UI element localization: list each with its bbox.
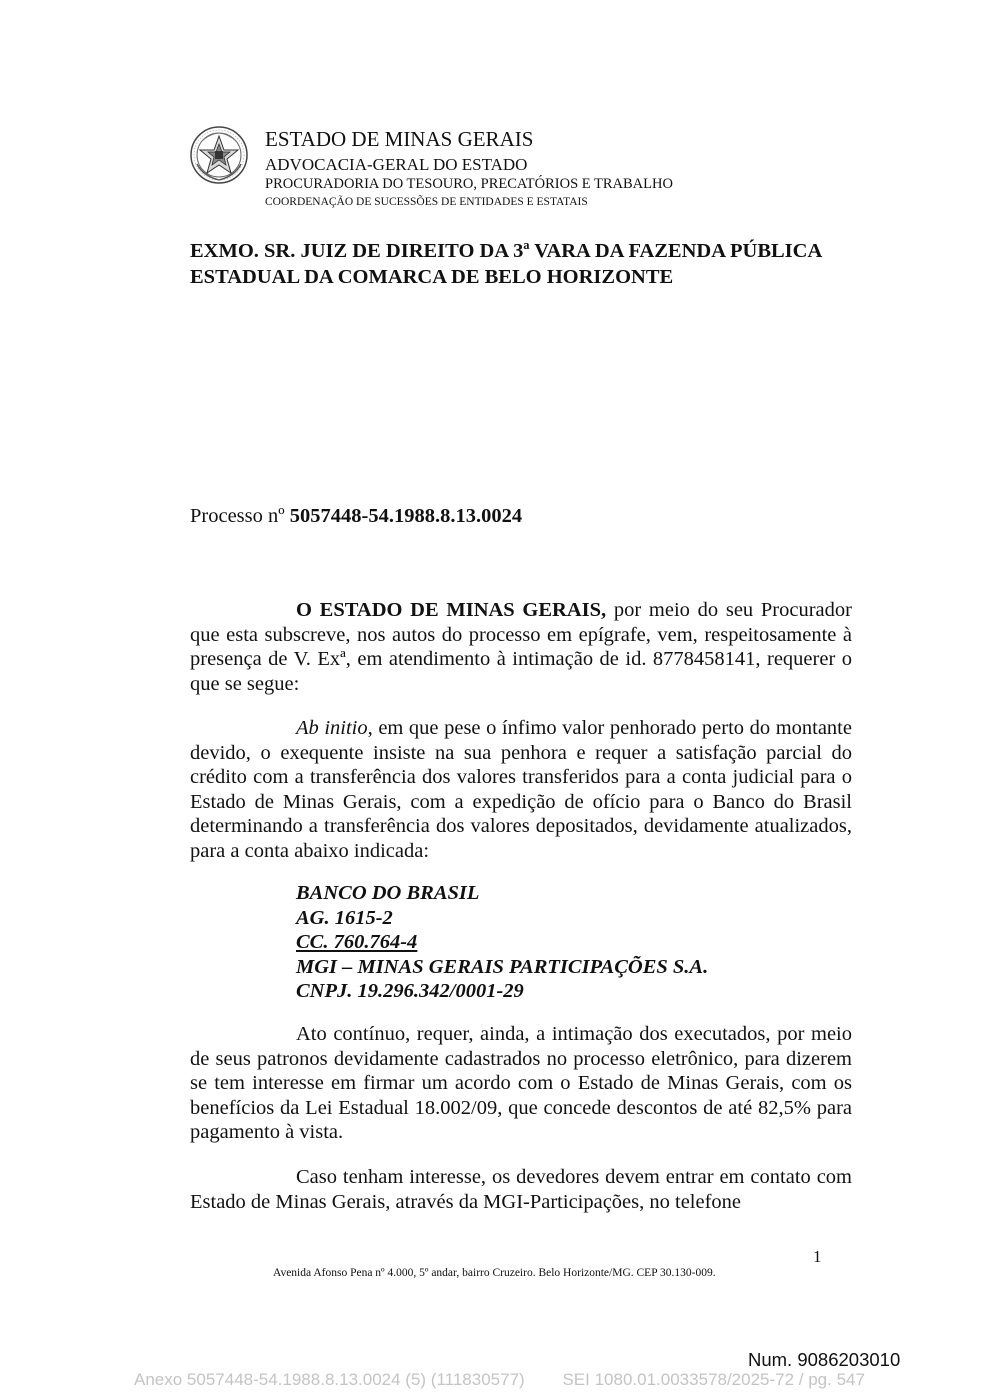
bank-account: CC. 760.764-4 bbox=[296, 931, 418, 954]
paragraph-request-text: , em que pese o ínfimo valor penhorado perto do montante devido, o exequente insiste na sua penhora e requer a satisfação parcial do crédito com a transferência dos valores transferidos para a conta judicial para o Estado de Minas Gerais, com a expedição de ofício para o Banco do Brasil determinando a transferência dos valores depositados, devidamente atualizados, para a conta abaixo indicada: bbox=[190, 717, 852, 862]
addressee-heading: EXMO. SR. JUIZ DE DIREITO DA 3ª VARA DA FAZENDA PÚBLICA ESTADUAL DA COMARCA DE BELO HORIZONTE bbox=[190, 240, 822, 288]
process-label: Processo nº bbox=[190, 505, 285, 527]
document-number-stamp: Num. 9086203010 bbox=[748, 1349, 901, 1370]
paragraph-intro-lead: O ESTADO DE MINAS GERAIS, bbox=[296, 599, 607, 621]
header-coordination: COORDENAÇÃO DE SUCESSÕES DE ENTIDADES E ESTATAIS bbox=[265, 196, 588, 208]
process-reference bbox=[190, 505, 522, 528]
header-department: PROCURADORIA DO TESOURO, PRECATÓRIOS E TRABALHO bbox=[265, 176, 673, 192]
paragraph-request-lead: Ab initio bbox=[296, 717, 368, 739]
bank-name: BANCO DO BRASIL bbox=[296, 882, 480, 904]
bank-agency: AG. 1615-2 bbox=[296, 906, 393, 929]
annex-stamp bbox=[134, 1370, 865, 1390]
paragraph-request bbox=[190, 716, 852, 864]
page-number: 1 bbox=[813, 1247, 822, 1266]
annex-stamp-text: Anexo 5057448-54.1988.8.13.0024 (5) (111830577) SEI 1080.01.0033578/2025-72 / pg. 547 bbox=[134, 1370, 865, 1389]
bank-details bbox=[296, 881, 708, 1004]
paragraph-intro bbox=[190, 598, 852, 696]
bank-cnpj: CNPJ. 19.296.342/0001-29 bbox=[296, 980, 524, 1003]
header-agency: ADVOCACIA-GERAL DO ESTADO bbox=[265, 155, 528, 174]
bank-holder: MGI – MINAS GERAIS PARTICIPAÇÕES S.A. bbox=[296, 955, 709, 978]
footer-address: Avenida Afonso Pena nº 4.000, 5º andar, bairro Cruzeiro. Belo Horizonte/MG. CEP 30.130-009. bbox=[273, 1267, 716, 1279]
process-number: 5057448-54.1988.8.13.0024 bbox=[289, 505, 523, 527]
paragraph-intro-text: por meio do seu Procurador que esta subscreve, nos autos do processo em epígrafe, vem, respeitosamente à presença de V. Exª, em atendimento à intimação de id. 8778458141, requerer o que se segue: bbox=[190, 599, 852, 695]
header-state-name: ESTADO DE MINAS GERAIS bbox=[265, 127, 534, 151]
state-coat-of-arms-icon bbox=[189, 124, 249, 186]
paragraph-contact: Caso tenham interesse, os devedores devem entrar em contato com Estado de Minas Gerais, através da MGI-Participações, no telefone bbox=[190, 1166, 852, 1213]
paragraph-agreement: Ato contínuo, requer, ainda, a intimação dos executados, por meio de seus patronos devidamente cadastrados no processo eletrônico, para dizerem se tem interesse em firmar um acordo com o Estado de Minas Gerais, com os benefícios da Lei Estadual 18.002/09, que concede descontos de até 82,5% para pagamento à vista. bbox=[190, 1023, 852, 1144]
